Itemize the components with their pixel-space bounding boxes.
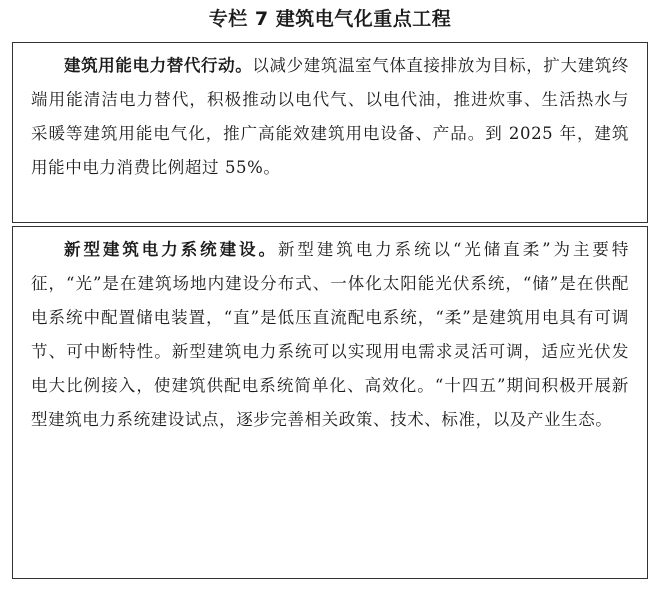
section-lead: 新型建筑电力系统建设。 xyxy=(64,240,278,259)
section-lead: 建筑用能电力替代行动。 xyxy=(64,56,253,75)
section-box-new-power-system xyxy=(12,226,648,579)
section-body: 新型建筑电力系统以“光储直柔”为主要特征，“光”是在建筑场地内建设分布式、一体化太阳能光伏系统，“储”是在供配电系统中配置储电装置，“直”是低压直流配电系统，“柔”是建筑用电具有可调节、可中断特性。新型建筑电力系统可以实现用电需求灵活可调，适应光伏发电大比例接入，使建筑供配电系统简单化、高效化。“十四五”期间积极开展新型建筑电力系统建设试点，逐步完善相关政策、技术、标准，以及产业生态。 xyxy=(31,240,629,429)
section-box-electric-substitution xyxy=(12,42,648,223)
column-title: 专栏 7 建筑电气化重点工程 xyxy=(208,8,452,30)
section-body: 以减少建筑温室气体直接排放为目标，扩大建筑终端用能清洁电力替代，积极推动以电代气、以电代油，推进炊事、生活热水与采暖等建筑用能电气化，推广高能效建筑用电设备、产品。到 2025 年，建筑用能中电力消费比例超过 55%。 xyxy=(31,56,629,177)
